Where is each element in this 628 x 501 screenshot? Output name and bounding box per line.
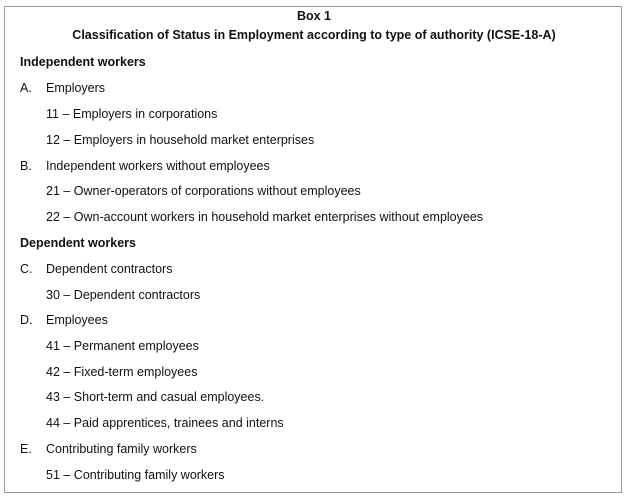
category-row: [0, 81, 628, 96]
section-row: [0, 55, 628, 70]
category-row: [0, 159, 628, 174]
box-subtitle: Classification of Status in Employment according to type of authority (ICSE-18-A): [72, 28, 556, 42]
classification-item: [0, 468, 628, 483]
category-letter: D.: [20, 313, 33, 327]
section-heading-dependent-workers: Dependent workers: [20, 236, 137, 250]
box-title: Box 1: [296, 9, 332, 23]
classification-item-text: 51 – Contributing family workers: [46, 468, 225, 482]
category-letter: B.: [20, 159, 32, 173]
classification-item-text: 12 – Employers in household market enterprises: [46, 133, 315, 147]
category-label: Employees: [46, 313, 108, 327]
classification-item-text: 42 – Fixed-term employees: [46, 365, 198, 379]
classification-item: [0, 133, 628, 148]
category-row: [0, 442, 628, 457]
classification-item-text: 21 – Owner-operators of corporations without employees: [46, 184, 361, 198]
classification-item: [0, 184, 628, 199]
classification-item-text: 41 – Permanent employees: [46, 339, 199, 353]
classification-item-text: 44 – Paid apprentices, trainees and interns: [46, 416, 284, 430]
category-row: [0, 313, 628, 328]
category-letter: C.: [20, 262, 33, 276]
category-label: Independent workers without employees: [46, 159, 270, 173]
classification-item: [0, 107, 628, 122]
section-row: [0, 236, 628, 251]
category-label: Contributing family workers: [46, 442, 197, 456]
classification-item: [0, 416, 628, 431]
classification-item-text: 22 – Own-account workers in household market enterprises without employees: [46, 210, 484, 224]
classification-item: [0, 339, 628, 354]
category-row: [0, 262, 628, 277]
classification-item-text: 11 – Employers in corporations: [46, 107, 218, 121]
section-heading-independent-workers: Independent workers: [20, 55, 146, 69]
classification-item: [0, 210, 628, 225]
classification-item: [0, 365, 628, 380]
classification-item-text: 43 – Short-term and casual employees.: [46, 390, 265, 404]
category-label: Employers: [46, 81, 106, 95]
classification-item: [0, 390, 628, 405]
category-letter: A.: [20, 81, 32, 95]
category-letter: E.: [20, 442, 32, 456]
classification-item: [0, 288, 628, 303]
category-label: Dependent contractors: [46, 262, 173, 276]
classification-item-text: 30 – Dependent contractors: [46, 288, 201, 302]
